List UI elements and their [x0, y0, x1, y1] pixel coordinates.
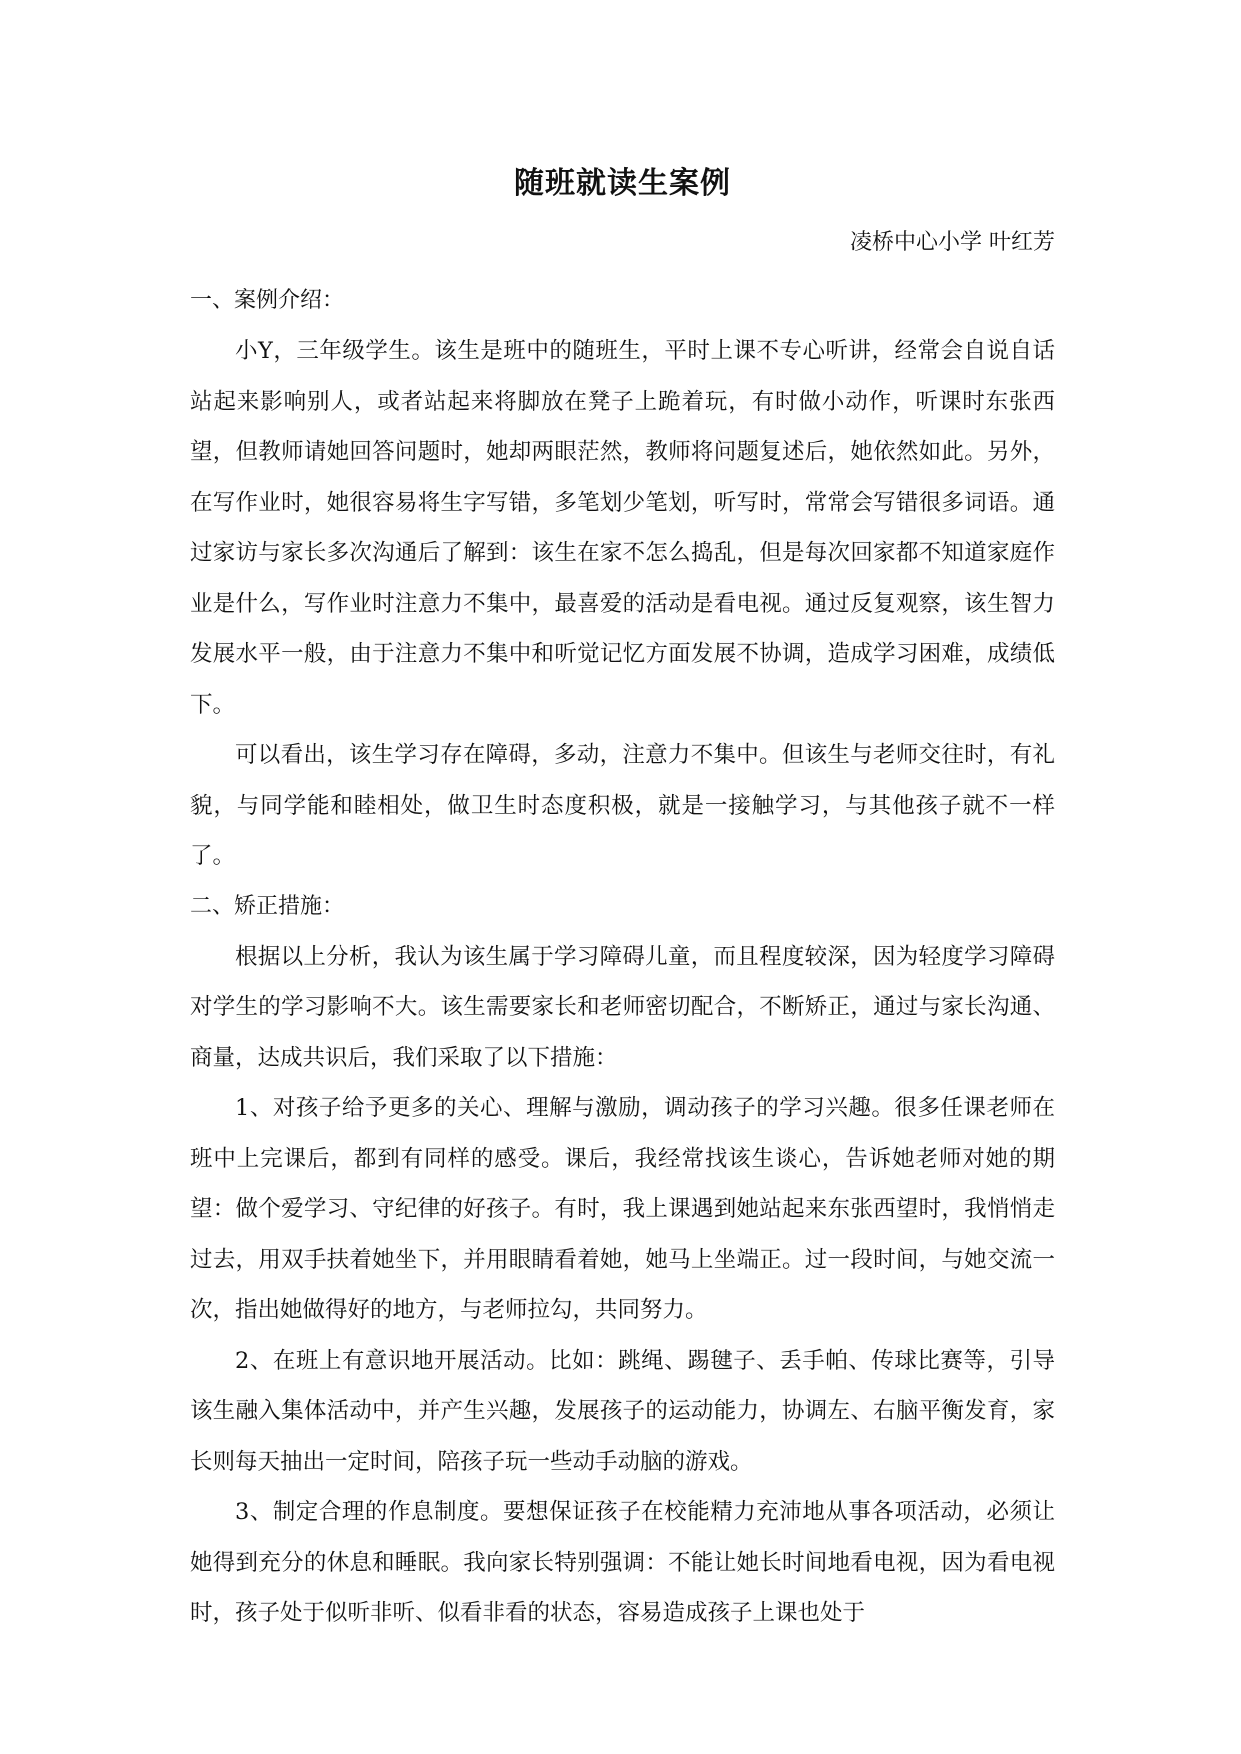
section-case-intro — [190, 276, 1055, 882]
paragraph: 1、对孩子给予更多的关心、理解与激励，调动孩子的学习兴趣。很多任课老师在班中上完课后，都到有同样的感受。课后，我经常找该生谈心，告诉她老师对她的期望：做个爱学习、守纪律的好孩子。有时，我上课遇到她站起来东张西望时，我悄悄走过去，用双手扶着她坐下，并用眼睛看着她，她马上坐端正。过一段时间，与她交流一次，指出她做得好的地方，与老师拉勾，共同努力。 — [190, 1095, 1055, 1323]
paragraph: 根据以上分析，我认为该生属于学习障碍儿童，而且程度较深，因为轻度学习障碍对学生的学习影响不大。该生需要家长和老师密切配合，不断矫正，通过与家长沟通、商量，达成共识后，我们采取了以下措施： — [190, 943, 1055, 1071]
paragraph: 小Y，三年级学生。该生是班中的随班生，平时上课不专心听讲，经常会自说自话站起来影响别人，或者站起来将脚放在凳子上跪着玩，有时做小动作，听课时东张西望，但教师请她回答问题时，她却两眼茫然，教师将问题复述后，她依然如此。另外，在写作业时，她很容易将生字写错，多笔划少笔划，听写时，常常会写错很多词语。通过家访与家长多次沟通后了解到：该生在家不怎么捣乱，但是每次回家都不知道家庭作业是什么，写作业时注意力不集中，最喜爱的活动是看电视。通过反复观察，该生智力发展水平一般，由于注意力不集中和听觉记忆方面发展不协调，造成学习困难，成绩低下。 — [190, 338, 1055, 718]
document-title: 随班就读生案例 — [514, 166, 731, 201]
paragraph: 2、在班上有意识地开展活动。比如：跳绳、踢毽子、丢手帕、传球比赛等，引导该生融入集体活动中，并产生兴趣，发展孩子的运动能力，协调左、右脑平衡发育，家长则每天抽出一定时间，陪孩子玩一些动手动脑的游戏。 — [190, 1347, 1055, 1475]
paragraph: 3、制定合理的作息制度。要想保证孩子在校能精力充沛地从事各项活动，必须让她得到充分的休息和睡眠。我向家长特别强调：不能让她长时间地看电视，因为看电视时，孩子处于似听非听、似看非看的状态，容易造成孩子上课也处于 — [190, 1499, 1055, 1626]
document-page — [190, 150, 1055, 1639]
section-measures — [190, 882, 1055, 1639]
author-line: 凌桥中心小学 叶红芳 — [850, 230, 1055, 255]
paragraph: 可以看出，该生学习存在障碍，多动，注意力不集中。但该生与老师交往时，有礼貌，与同学能和睦相处，做卫生时态度积极，就是一接触学习，与其他孩子就不一样了。 — [190, 742, 1055, 869]
section-heading: 一、案例介绍： — [190, 288, 345, 313]
section-heading: 二、矫正措施： — [190, 893, 345, 919]
